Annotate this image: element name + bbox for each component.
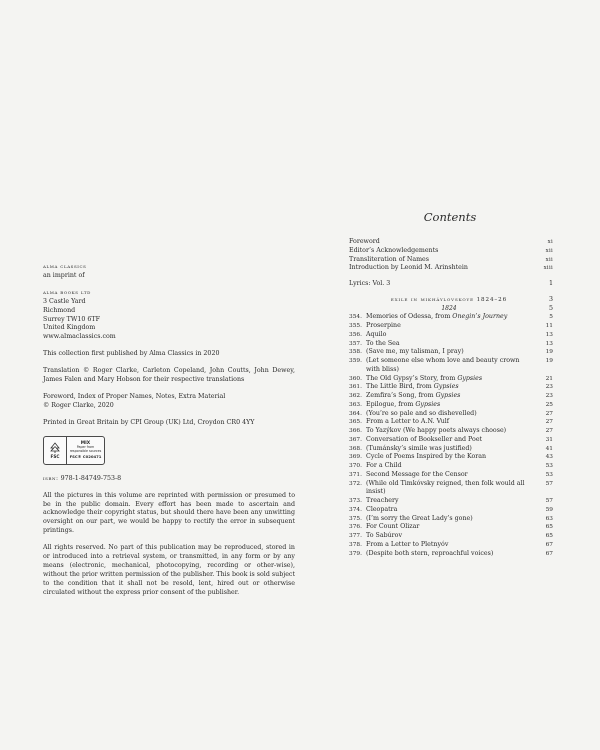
toc-entry-page: 21	[545, 375, 553, 382]
toc-entry-page: 19	[545, 349, 553, 356]
toc-entry-page: 43	[545, 454, 553, 461]
toc-entry-number: 358.	[349, 349, 362, 356]
toc-entry-title: From a Letter to Pletnyóv	[366, 540, 449, 548]
toc-entry	[349, 480, 553, 498]
toc-entry-page: 67	[545, 541, 553, 548]
toc-front-matter-row: Editor’s Acknowledgements xii	[349, 246, 553, 254]
toc-entry-number: 355.	[349, 323, 362, 329]
toc-entry-number: 360.	[349, 375, 362, 382]
pictures-notice: All the pictures in this volume are reprinted with permission or presumed to be in the public domain. Every effort has been made to ascertain and acknowledge their copyright status, but should there have been any unwitting oversight on our part, we would be happy to rectify the error in subsequent printings.	[43, 491, 295, 535]
toc-entry-title: (You’re so pale and so dishevelled)	[366, 409, 477, 417]
toc-entry-page: 13	[545, 340, 553, 347]
toc-entry-page: 23	[545, 393, 553, 399]
toc-entry-title: Proserpine	[366, 322, 401, 329]
toc-entry-page: 11	[545, 323, 553, 329]
toc-entry-page: 63	[545, 515, 553, 522]
fsc-label	[43, 436, 105, 465]
toc-entry-number: 362.	[349, 393, 362, 399]
toc-entry	[349, 541, 553, 550]
imprint-of: an imprint of	[43, 271, 85, 279]
table-of-contents	[349, 238, 553, 558]
toc-entry-title: Cleopatra	[366, 505, 398, 513]
toc-entry	[349, 340, 553, 349]
toc-entry-title: (While old Timkóvsky reigned, then folk would all insist)	[366, 479, 525, 496]
toc-entry-page: 41	[545, 445, 553, 452]
contents-page	[300, 0, 600, 750]
toc-entry-title: To Yazýkov (We happy poets always choose)	[366, 427, 507, 434]
toc-entry-page: 27	[545, 410, 553, 417]
toc-entry	[349, 313, 553, 322]
toc-entry-title: Aquilo	[366, 330, 387, 338]
toc-entry	[349, 375, 553, 384]
toc-entry-title: (Despite both stern, reproachful voices)	[366, 549, 494, 557]
toc-entry-title: The Old Gypsy’s Story, from Gypsies	[366, 374, 483, 382]
contents-heading: Contents	[423, 210, 477, 224]
toc-entry-number: 377.	[349, 533, 362, 539]
toc-entry-title: To the Sea	[366, 339, 400, 347]
toc-entry-number: 369.	[349, 454, 362, 461]
address-line: United Kingdom	[43, 324, 96, 332]
toc-entry-page: 25	[545, 401, 553, 408]
toc-entry-number: 367.	[349, 436, 362, 443]
toc-entry-page: 59	[545, 506, 553, 513]
toc-entry-title: For a Child	[366, 462, 402, 469]
toc-entry	[349, 471, 553, 480]
toc-entry	[349, 445, 553, 454]
toc-front-matter-row: Foreword xi	[349, 238, 553, 245]
toc-entry-number: 357.	[349, 340, 362, 347]
toc-entry-number: 374.	[349, 506, 362, 513]
toc-entry	[349, 462, 553, 471]
toc-entry-title: (Save me, my talisman, I pray)	[366, 348, 464, 356]
toc-entry-number: 378.	[349, 541, 362, 548]
toc-entry-title: From a Letter to A.N. Vulf	[366, 418, 450, 426]
fsc-tree-icon: FSC	[44, 437, 67, 464]
toc-entry-number: 372.	[349, 480, 362, 487]
toc-entry-number: 366.	[349, 428, 362, 434]
toc-entry-title: For Count Olizar	[366, 523, 420, 531]
toc-entry-page: 31	[545, 436, 553, 443]
foreword-credit: Foreword, Index of Proper Names, Notes, Extra Material	[43, 392, 226, 400]
address-line: 3 Castle Yard	[43, 297, 86, 305]
toc-entry-title: Second Message for the Censor	[366, 470, 468, 478]
toc-entry-number: 368.	[349, 445, 362, 452]
toc-entry-page: 27	[545, 428, 553, 434]
toc-entry-title: The Little Bird, from Gypsies	[366, 383, 459, 391]
translation-credit: Translation © Roger Clarke, Carleton Copeland, John Coutts, John Dewey, James Falen and Mary Hobson for their respective translations	[43, 367, 295, 384]
toc-entry-page: 5	[549, 314, 553, 321]
toc-section-heading: exile in mikháylovskoye 1824–26 3	[390, 295, 553, 303]
toc-entry-number: 379.	[349, 550, 362, 557]
isbn-line: isbn: 978-1-84749-753-8	[43, 474, 122, 482]
toc-entry	[349, 348, 553, 357]
printed-line: Printed in Great Britain by CPI Group (UK) Ltd, Croydon CR0 4YY	[43, 418, 255, 426]
toc-entry-title: (I’m sorry the Great Lady’s gone)	[366, 514, 473, 522]
toc-entry-number: 365.	[349, 419, 362, 426]
toc-entry-page: 19	[545, 358, 553, 364]
toc-entry-number: 363.	[349, 401, 362, 408]
toc-entry	[349, 357, 553, 375]
toc-entry	[349, 427, 553, 436]
toc-entry	[349, 322, 553, 331]
toc-entries	[349, 313, 553, 558]
rights-notice: All rights reserved. No part of this publication may be reproduced, stored in or introduced into a retrieval system, or transmitted, in any form or by any means (electronic, mechanical, photocopying, recording or other-wise), without the prior written permission of the publisher. This book is sold subject to the condition that it shall not be resold, lent, hired out or otherwise circulated without the express prior consent of the publisher.	[43, 544, 295, 596]
toc-entry	[349, 453, 553, 462]
toc-entry-page: 53	[545, 471, 553, 478]
toc-entry-number: 356.	[349, 331, 362, 338]
toc-entry-number: 370.	[349, 463, 362, 469]
toc-entry-title: Cycle of Poems Inspired by the Koran	[366, 453, 487, 461]
toc-entry-page: 57	[545, 480, 553, 487]
toc-entry	[349, 418, 553, 427]
toc-entry	[349, 506, 553, 515]
first-published-line: This collection first published by Alma Classics in 2020	[43, 350, 220, 358]
toc-entry	[349, 392, 553, 401]
toc-entry-page: 57	[545, 498, 553, 504]
toc-entry-title: Conversation of Bookseller and Poet	[366, 435, 483, 443]
toc-year-heading: 1824 5	[441, 304, 553, 312]
toc-front-matter-row: Introduction by Leonid M. Arinshtein xiii	[349, 264, 553, 272]
toc-entry-page: 53	[545, 463, 553, 469]
toc-entry	[349, 497, 553, 506]
toc-entry-number: 364.	[349, 410, 362, 417]
toc-entry	[349, 436, 553, 445]
toc-entry-page: 13	[545, 331, 553, 338]
toc-entry-page: 65	[545, 524, 553, 531]
toc-entry-title: Memories of Odessa, from Onegin’s Journey	[366, 313, 508, 321]
toc-entry-number: 373.	[349, 498, 362, 504]
toc-entry-page: 67	[545, 550, 553, 557]
toc-entry-number: 359.	[349, 358, 362, 364]
toc-entry-page: 27	[545, 419, 553, 426]
publisher-imprint: alma classics	[43, 264, 87, 270]
toc-entry	[349, 550, 553, 559]
toc-entry	[349, 523, 553, 532]
toc-entry-number: 375.	[349, 515, 362, 522]
toc-entry-title: Epilogue, from Gypsies	[366, 400, 441, 408]
toc-entry	[349, 383, 553, 392]
toc-entry-number: 361.	[349, 384, 362, 391]
imprint-block	[43, 263, 295, 598]
toc-entry-number: 371.	[349, 471, 362, 478]
address-line: Surrey TW10 6TF	[43, 315, 100, 323]
toc-entry	[349, 401, 553, 410]
toc-entry	[349, 515, 553, 524]
toc-entry-number: 376.	[349, 524, 362, 531]
fsc-text: MIX Paper from responsible sources FSC® C020471	[69, 441, 102, 460]
address-line: Richmond	[43, 306, 76, 314]
toc-entry-number: 354.	[349, 314, 362, 321]
toc-entry-page: 65	[545, 533, 553, 539]
toc-front-matter-row: Transliteration of Names xii	[349, 255, 553, 263]
toc-entry-page: 23	[545, 384, 553, 391]
toc-entry-title: To Sabúrov	[366, 532, 403, 539]
toc-entry-title: (Let someone else whom love and beauty crown with bliss)	[366, 357, 520, 373]
toc-entry-title: Zemfira’s Song, from Gypsies	[366, 392, 461, 399]
toc-entry	[349, 532, 553, 541]
foreword-copyright: © Roger Clarke, 2020	[43, 401, 114, 409]
toc-entry-title: Treachery	[366, 497, 399, 504]
publisher-name: alma books ltd	[43, 289, 91, 296]
toc-entry	[349, 410, 553, 419]
publisher-website: www.almaclassics.com	[43, 333, 116, 341]
toc-entry	[349, 331, 553, 340]
toc-entry-title: (Tumánsky’s simile was justified)	[366, 444, 472, 452]
toc-lyrics-row: Lyrics: Vol. 3 1	[349, 280, 553, 287]
